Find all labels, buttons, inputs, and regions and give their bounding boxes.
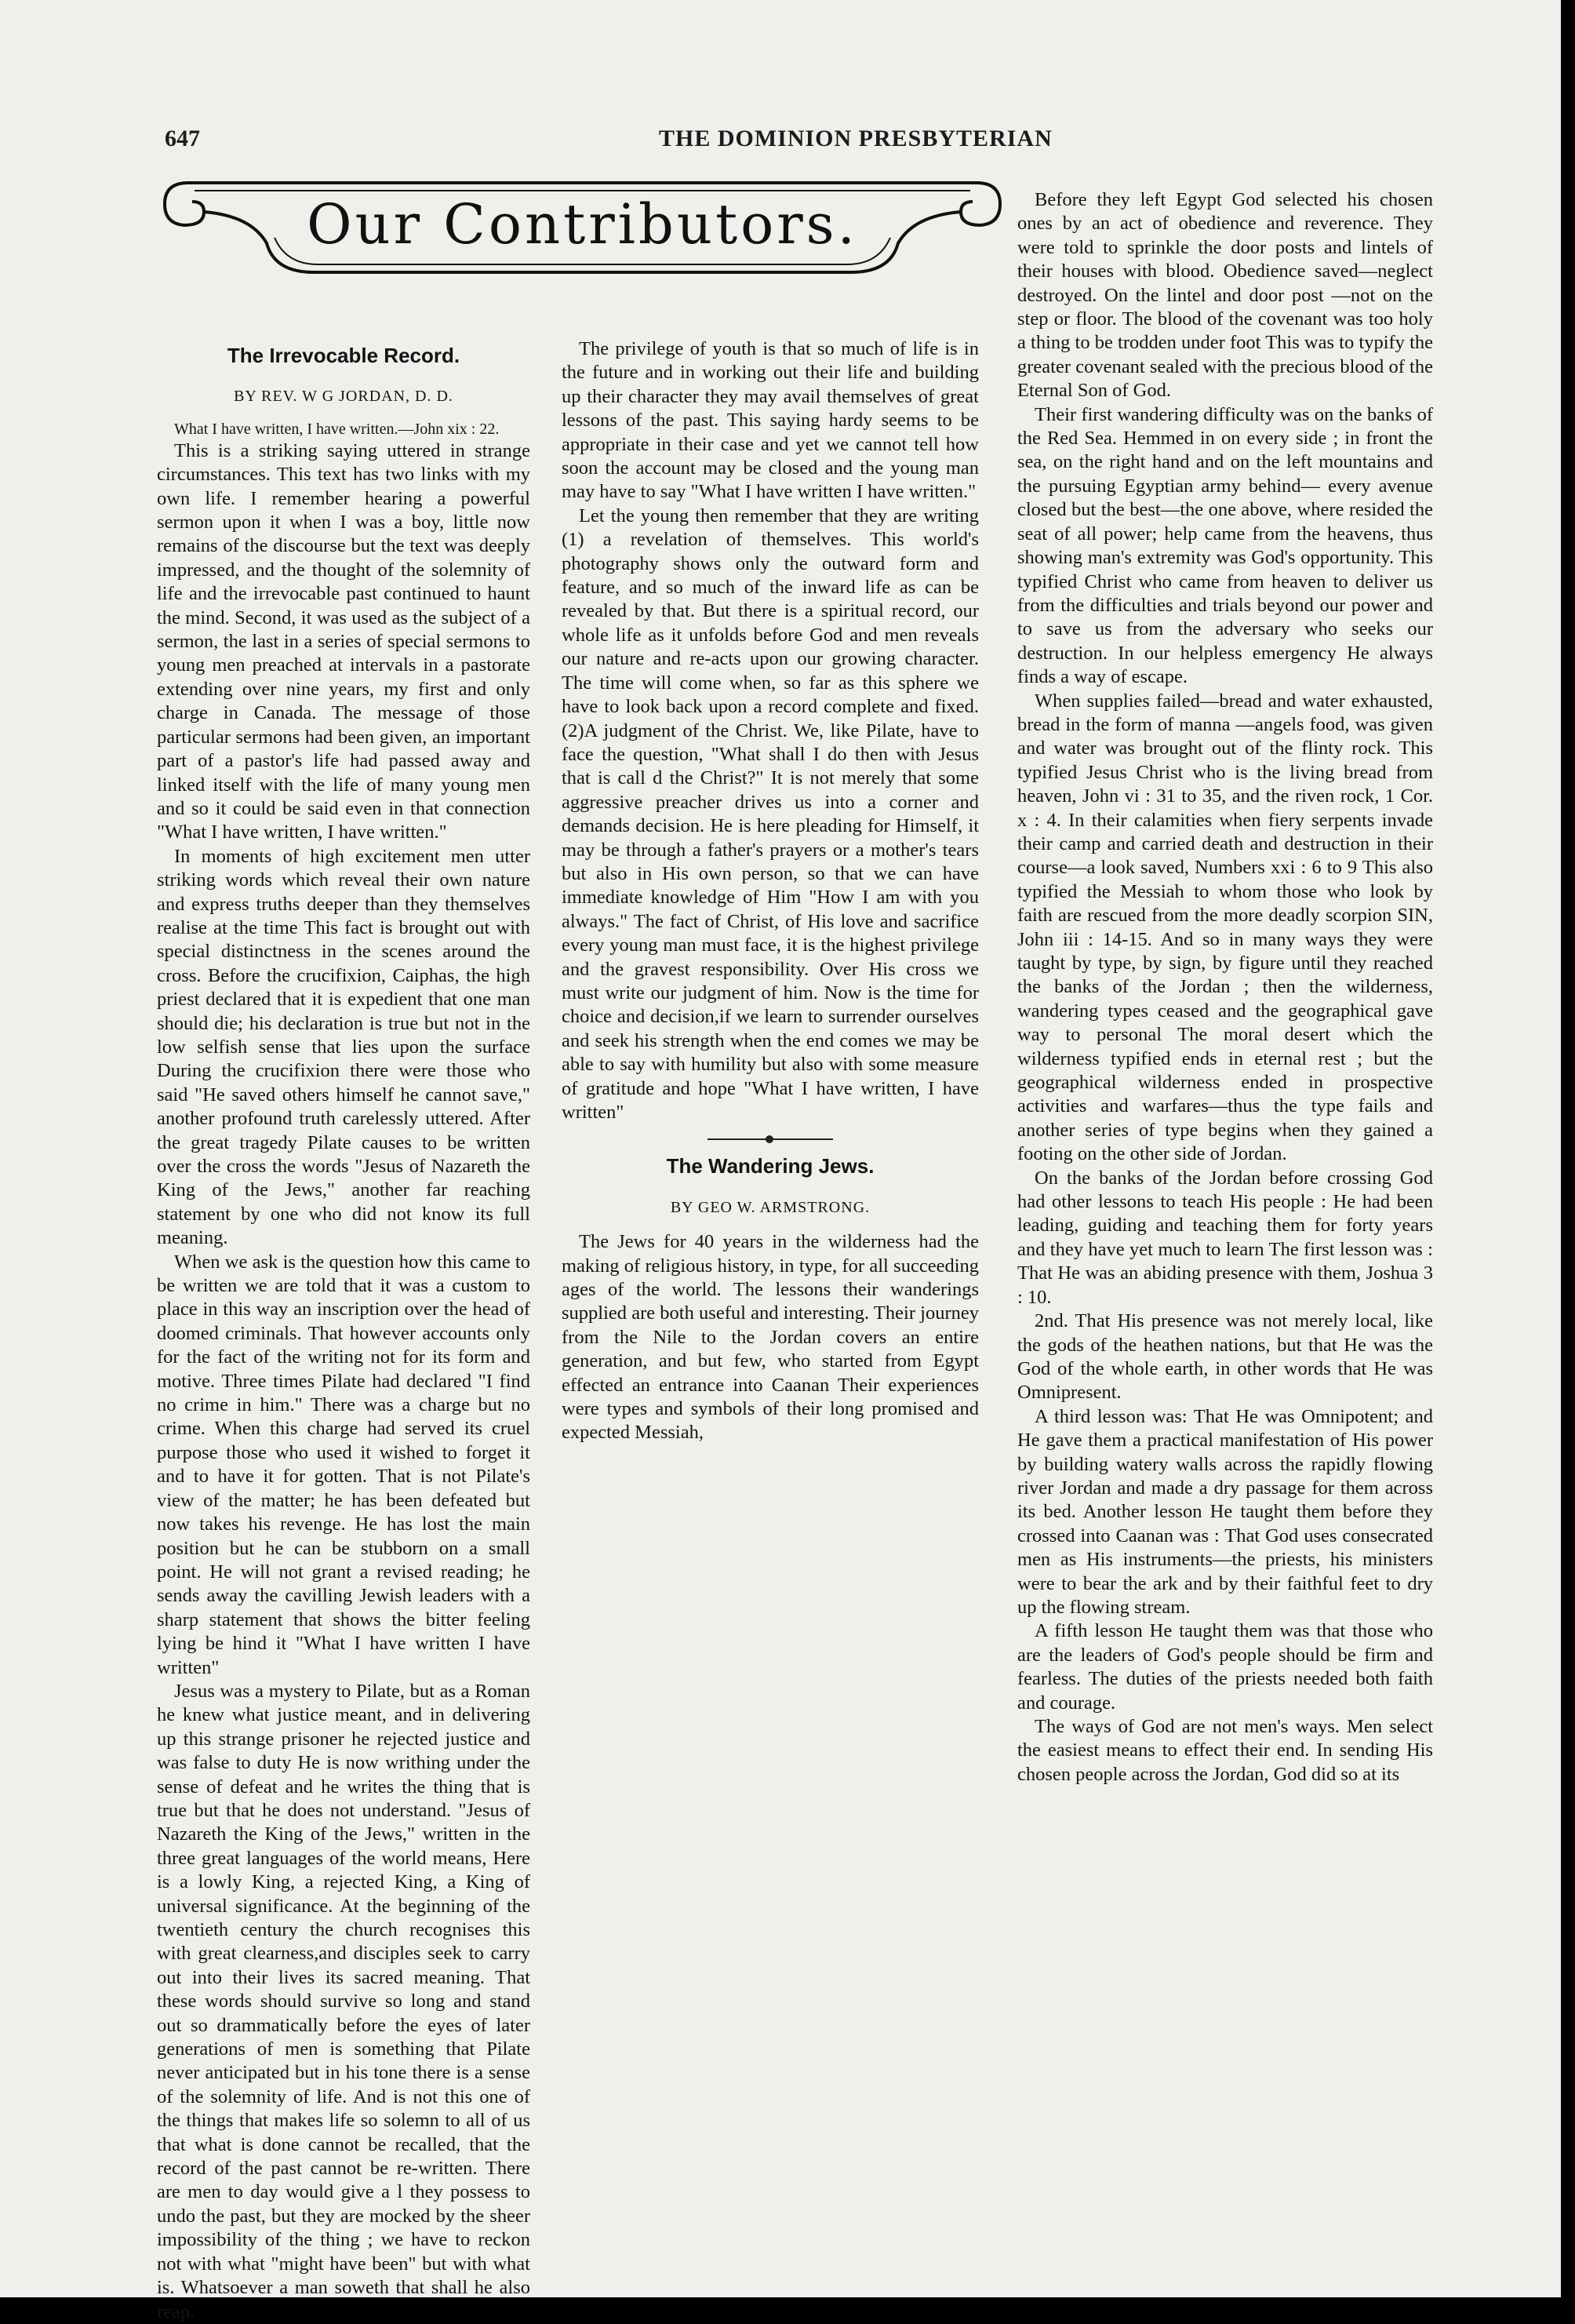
paragraph: When supplies failed—bread and water exhausted, bread in the form of manna —angels food, was given and water was brought out of the flinty rock. This typified Jesus Christ who is the living bread from heaven, John vi : 31 to 35, and the riven rock, 1 Cor. x : 4. In their calamities when fiery serpents invade their camp and carried death and destruction in their course—a look saved, Numbers xxi : 6 to 9 This also typified the Messiah to whom those who look by faith are rescued from the more deadly scorpion SIN, John iii : 14-15. And so in many ways they were taught by type, by sign, by figure until they reached the banks of the Jordan ; then the wilderness, wandering types ceased and the geographical gave way to personal The moral desert which the wilderness typified ends in eternal rest ; but the geographical wilderness ended in prospective activities and warfares—thus the type fails and another series of type begins when they gained a footing on the other side of Jordan. (1017, 690, 1433, 1165)
page-number: 647 (165, 126, 200, 151)
paragraph: The privilege of youth is that so much of life is in the future and in working out their life and building up their character they may avail themselves of great lessons of the past. This saying hardy seems to be appropriate in their case and yet we cannot tell how soon the account may be closed and the young man may have to say "What I have written I have written." (562, 338, 979, 503)
paragraph: Jesus was a mystery to Pilate, but as a Roman he knew what justice meant, and in delivering up this strange prisoner he rejected justice and was false to duty He is now writhing under the sense of defeat and he writes the thing that is true but that he does not understand. "Jesus of Nazareth the King of the Jews," written in the three great languages of the world means, Here is a lowly King, a rejected King, a King of universal significance. At the beginning of the twentieth century the church recognises this with great clearness,and disciples seek to carry out into their lives its sacred meaning. That these words should survive so long and stand out so drammatically before the eyes of later generations of men is something that Pilate never anticipated but in his tone there is a sense of the solemnity of life. And is not this one of the things that makes life so solemn to all of us that what is done cannot be recalled, that the record of the past cannot be re-written. There are men to day would give a l they possess to undo the past, but they are mocked by the sheer impossibility of the thing ; we have to reckon not with what "might have been" but with what is. Whatsoever a man soweth that shall he also reap. (157, 1680, 530, 2322)
paragraph: A fifth lesson He taught them was that those who are the leaders of God's people should be firm and fearless. The duties of the priests needed both faith and courage. (1017, 1620, 1433, 1714)
column-3 (1017, 188, 1433, 2236)
divider-ornament (707, 1135, 833, 1143)
paragraph: In moments of high excitement men utter striking words which reveal their own nature and express truths deeper than they themselves realise at the time This fact is brought out with special distinctness in the scenes around the cross. Before the crucifixion, Caiphas, the high priest declared that it is expedient that one man should die; his declaration is true but not in the low selfish sense that lies upon the surface During the crucifixion there were those who said "He saved others himself he cannot save," another profound truth carelessly uttered. After the great tragedy Pilate causes to be written over the cross the words "Jesus of Nazareth the King of the Jews," another far reaching statement by one who did not know its full meaning. (157, 845, 530, 1249)
section-banner (157, 169, 1008, 286)
article-byline: BY GEO W. ARMSTRONG. (670, 1198, 871, 1216)
paragraph: Let the young then remember that they are writing (1) a revelation of themselves. This world's photography shows only the outward form and feature, and so much of the inward life as can be revealed by that. But there is a spiritual record, our whole life as it unfolds before God and men reveals our nature and re-acts upon our growing character. The time will come when, so far as this sphere we have to look back upon a record complete and fixed. (2)A judgment of the Christ. We, like Pilate, have to face the question, "What shall I do then with Jesus that is call d the Christ?" It is not merely that some aggressive preacher drives us into a corner and demands decision. He is here pleading for Himself, it may be through a father's prayers or a mother's tears but also in His own person, so that we can have immediate knowledge of Him "How I am with you always." The fact of Christ, of His love and sacrifice every young man must face, it is the highest privilege and the gravest responsibility. Over His cross we must write our judgment of him. Now is the time for choice and decision,if we learn to surrender ourselves and seek his strength when the end comes we may be able to say with humility but also with some measure of gratitude and hope "What I have written, I have written" (562, 505, 979, 1123)
article-byline: BY REV. W G JORDAN, D. D. (234, 388, 453, 406)
epigraph: What I have written, I have written.—John xix : 22. (174, 420, 500, 438)
column-1 (157, 337, 530, 2322)
paragraph: The ways of God are not men's ways. Men select the easiest means to effect their end. In sending His chosen people across the Jordan, God did so at its (1017, 1716, 1433, 1785)
paragraph: On the banks of the Jordan before crossing God had other lessons to teach His people : He had been leading, guiding and teaching them for forty years and they have yet much to learn The first lesson was : That He was an abiding presence with them, Joshua 3 : 10. (1017, 1167, 1433, 1308)
paragraph: This is a striking saying uttered in strange circumstances. This text has two links with my own life. I remember hearing a powerful sermon upon it when I was a boy, little now remains of the discourse but the text was deeply impressed, and the thought of the solemnity of life and the irrevocable past continued to haunt the mind. Second, it was used as the subject of a sermon, the last in a series of special sermons to young men preached at intervals in a pastorate extending over nine years, my first and only charge in Canada. The message of those particular sermons had been given, an important part of a pastor's life had passed away and linked itself with the life of many young men and so it could be said even in that connection "What I have written, I have written." (157, 439, 530, 843)
paragraph: A third lesson was: That He was Omnipotent; and He gave them a practical manifestation of His power by building watery walls across the rapidly flowing river Jordan and made a dry passage for them across its bed. Another lesson He taught them before they crossed into Caanan was : That God uses consecrated men as His instruments—the priests, his ministers were to bear the ark and by their faithful feet to dry up the flowing stream. (1017, 1405, 1433, 1618)
section-title: Our Contributors. (307, 192, 858, 257)
article-title: The Irrevocable Record. (227, 344, 460, 367)
paragraph: 2nd. That His presence was not merely local, like the gods of the heathen nations, but that He was the God of the whole earth, in other words that He was Omnipresent. (1017, 1310, 1433, 1404)
paragraph: When we ask is the question how this came to be written we are told that it was a custom to place in this way an inscription over the head of doomed criminals. That however accounts only for the fact of the writing not for its form and motive. Three times Pilate had declared "I find no crime in him." There was a charge but no crime. When this charge had served its cruel purpose those who used it wished to forget it and to have it for gotten. That is not Pilate's view of the matter; he has been defeated but now takes his revenge. He has lost the main position but he can be stubborn on a small point. He will not grant a revised reading; he sends away the cavilling Jewish leaders with a sharp statement that shows the bitter feeling lying be hind it "What I have written I have written" (157, 1251, 530, 1678)
paragraph: The Jews for 40 years in the wilderness had the making of religious history, in type, for all succeeding ages of the world. The lessons their wanderings supplied are both useful and interesting. Their journey from the Nile to the Jordan covers an entire generation, and but few, who started from Egypt effected an entrance into Caanan Their experiences were types and symbols of their long promised and expected Messiah, (562, 1231, 979, 1444)
column-2 (562, 337, 979, 2236)
paragraph: Their first wandering difficulty was on the banks of the Red Sea. Hemmed in on every side ; in front the sea, on the right hand and on the left mountains and the pursuing Egyptian army behind— every avenue closed but the best—the one above, where resided the seat of all power; help came from the heavens, thus showing man's extremity was God's opportunity. This typified Christ who came from heaven to deliver us from the difficulties and trials beyond our power and to save us from the adversary who seeks our destruction. In our helpless emergency He always finds a way of escape. (1017, 403, 1433, 688)
article-title: The Wandering Jews. (666, 1154, 875, 1178)
running-head: THE DOMINION PRESBYTERIAN (659, 126, 1053, 151)
paragraph: Before they left Egypt God selected his chosen ones by an act of obedience and reverence. They were told to sprinkle the door posts and lintels of their houses with blood. Obedience saved—neglect destroyed. On the lintel and door post —not on the step or floor. The blood of the covenant was too holy a thing to be trodden under foot This was to typify the greater covenant sealed with the precious blood of the Eternal Son of God. (1017, 189, 1433, 402)
